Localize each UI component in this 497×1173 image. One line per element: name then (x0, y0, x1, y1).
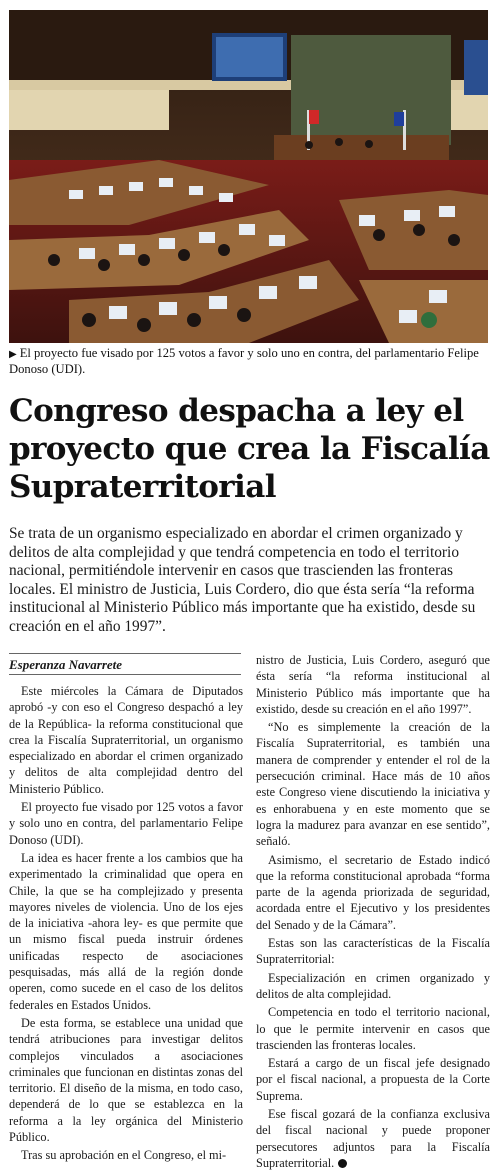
column1-paragraph: Tras su aprobación en el Congreso, el mi- (21, 1148, 227, 1163)
column2-paragraph: Asimismo, el secretario de Estado indicó que la reforma constitucional aprobada “forma parte de la agenda priorizada de seguridad, acordada entre el Ejecutivo y los presidentes del Senado y de la Cámara”. (256, 852, 490, 932)
byline-rule-bottom (9, 674, 241, 675)
parliament-chamber-photo (9, 10, 488, 343)
column1-paragraph: La idea es hacer frente a los cambios que ha experimentado la criminalidad que opera en Chile, la que se ha complejizado y presenta mayores niveles de violencia. Uno de los ejes de la iniciativa -ahora ley- es que permite que un mismo fiscal pueda instruir órdenes unificadas respecto de asociaciones pesquisadas, más allá de la región donde operen, como sucede en el caso de los delitos federales en Estados Unidos. (9, 850, 243, 1012)
byline-rule-top (9, 653, 241, 654)
end-of-article-icon (338, 1159, 347, 1168)
caption-marker-icon: ▶ (9, 349, 17, 360)
photo-caption (9, 346, 489, 377)
column2-last-text: Ese fiscal gozará de la confianza exclusiva del fiscal nacional y puede proponer persecutores adjuntos para la Fiscalía Supraterritorial. (256, 1107, 490, 1170)
column2-paragraph: Especialización en crimen organizado y delitos de alta complejidad. (256, 970, 490, 1001)
column2-paragraph: nistro de Justicia, Luis Cordero, aseguró que ésta sería “la reforma institucional al Ministerio Público más importante que ha existido, desde su creación en el año 1997”. (256, 653, 490, 716)
column2-paragraph: Estará a cargo de un fiscal jefe designado por el fiscal nacional, a propuesta de la Corte Suprema. (256, 1056, 490, 1103)
byline: Esperanza Navarrete (9, 657, 123, 672)
column1-paragraph: El proyecto fue visado por 125 votos a favor y solo uno en contra, del parlamentario Felipe Donoso (UDI). (9, 800, 243, 847)
article-column-1 (9, 683, 243, 1166)
caption-text: El proyecto fue visado por 125 votos a favor y solo uno en contra, del parlamentario Felipe Donoso (UDI). (9, 346, 479, 376)
column2-paragraph (256, 1106, 490, 1171)
column2-paragraph: Estas son las características de la Fiscalía Supraterritorial: (256, 936, 490, 967)
headline: Congreso despacha a ley el proyecto que crea la Fiscalía Supraterritorial (9, 393, 490, 505)
column2-paragraph: Competencia en todo el territorio nacional, lo que le permite intervenir en casos que trascienden las fronteras locales. (256, 1005, 490, 1052)
column2-paragraph: “No es simplemente la creación de la Fiscalía Supraterritorial, es también una manera de comprender y entender el rol de la persecución criminal. Hace más de 10 años este Congreso viene discutiendo la iniciativa y es enhorabuena y en este momento que se logra la madurez para avanzar en ese sentido”, señaló. (256, 720, 490, 849)
article-column-2 (256, 652, 490, 1173)
column1-paragraph: Este miércoles la Cámara de Diputados aprobó -y con eso el Congreso despachó a ley de la República- la reforma constitucional que crea la Fiscalía Supraterritorial, un organismo especializado en abordar el crimen organizado y delitos de alta complejidad dentro del Ministerio Público. (9, 684, 243, 796)
column1-paragraph: De esta forma, se establece una unidad que tendrá atribuciones para investigar delitos complejos vinculados a asociaciones criminales que funcionan en distintas zonas del territorio. El diseño de la misma, en todo caso, dependerá de lo que se establezca en la reforma a la ley orgánica del Ministerio Público. (9, 1015, 243, 1145)
lead-paragraph: Se trata de un organismo especializado en abordar el crimen organizado y delitos de alta complejidad y que tendrá competencia en todo el territorio nacional, permitiéndole intervenir en casos que trascienden las fronteras locales. El ministro de Justicia, Luis Cordero, dio que ésta sería “la reforma institucional al Ministerio Público más importante que ha existido, desde su creación en el año 1997”. (9, 525, 476, 635)
